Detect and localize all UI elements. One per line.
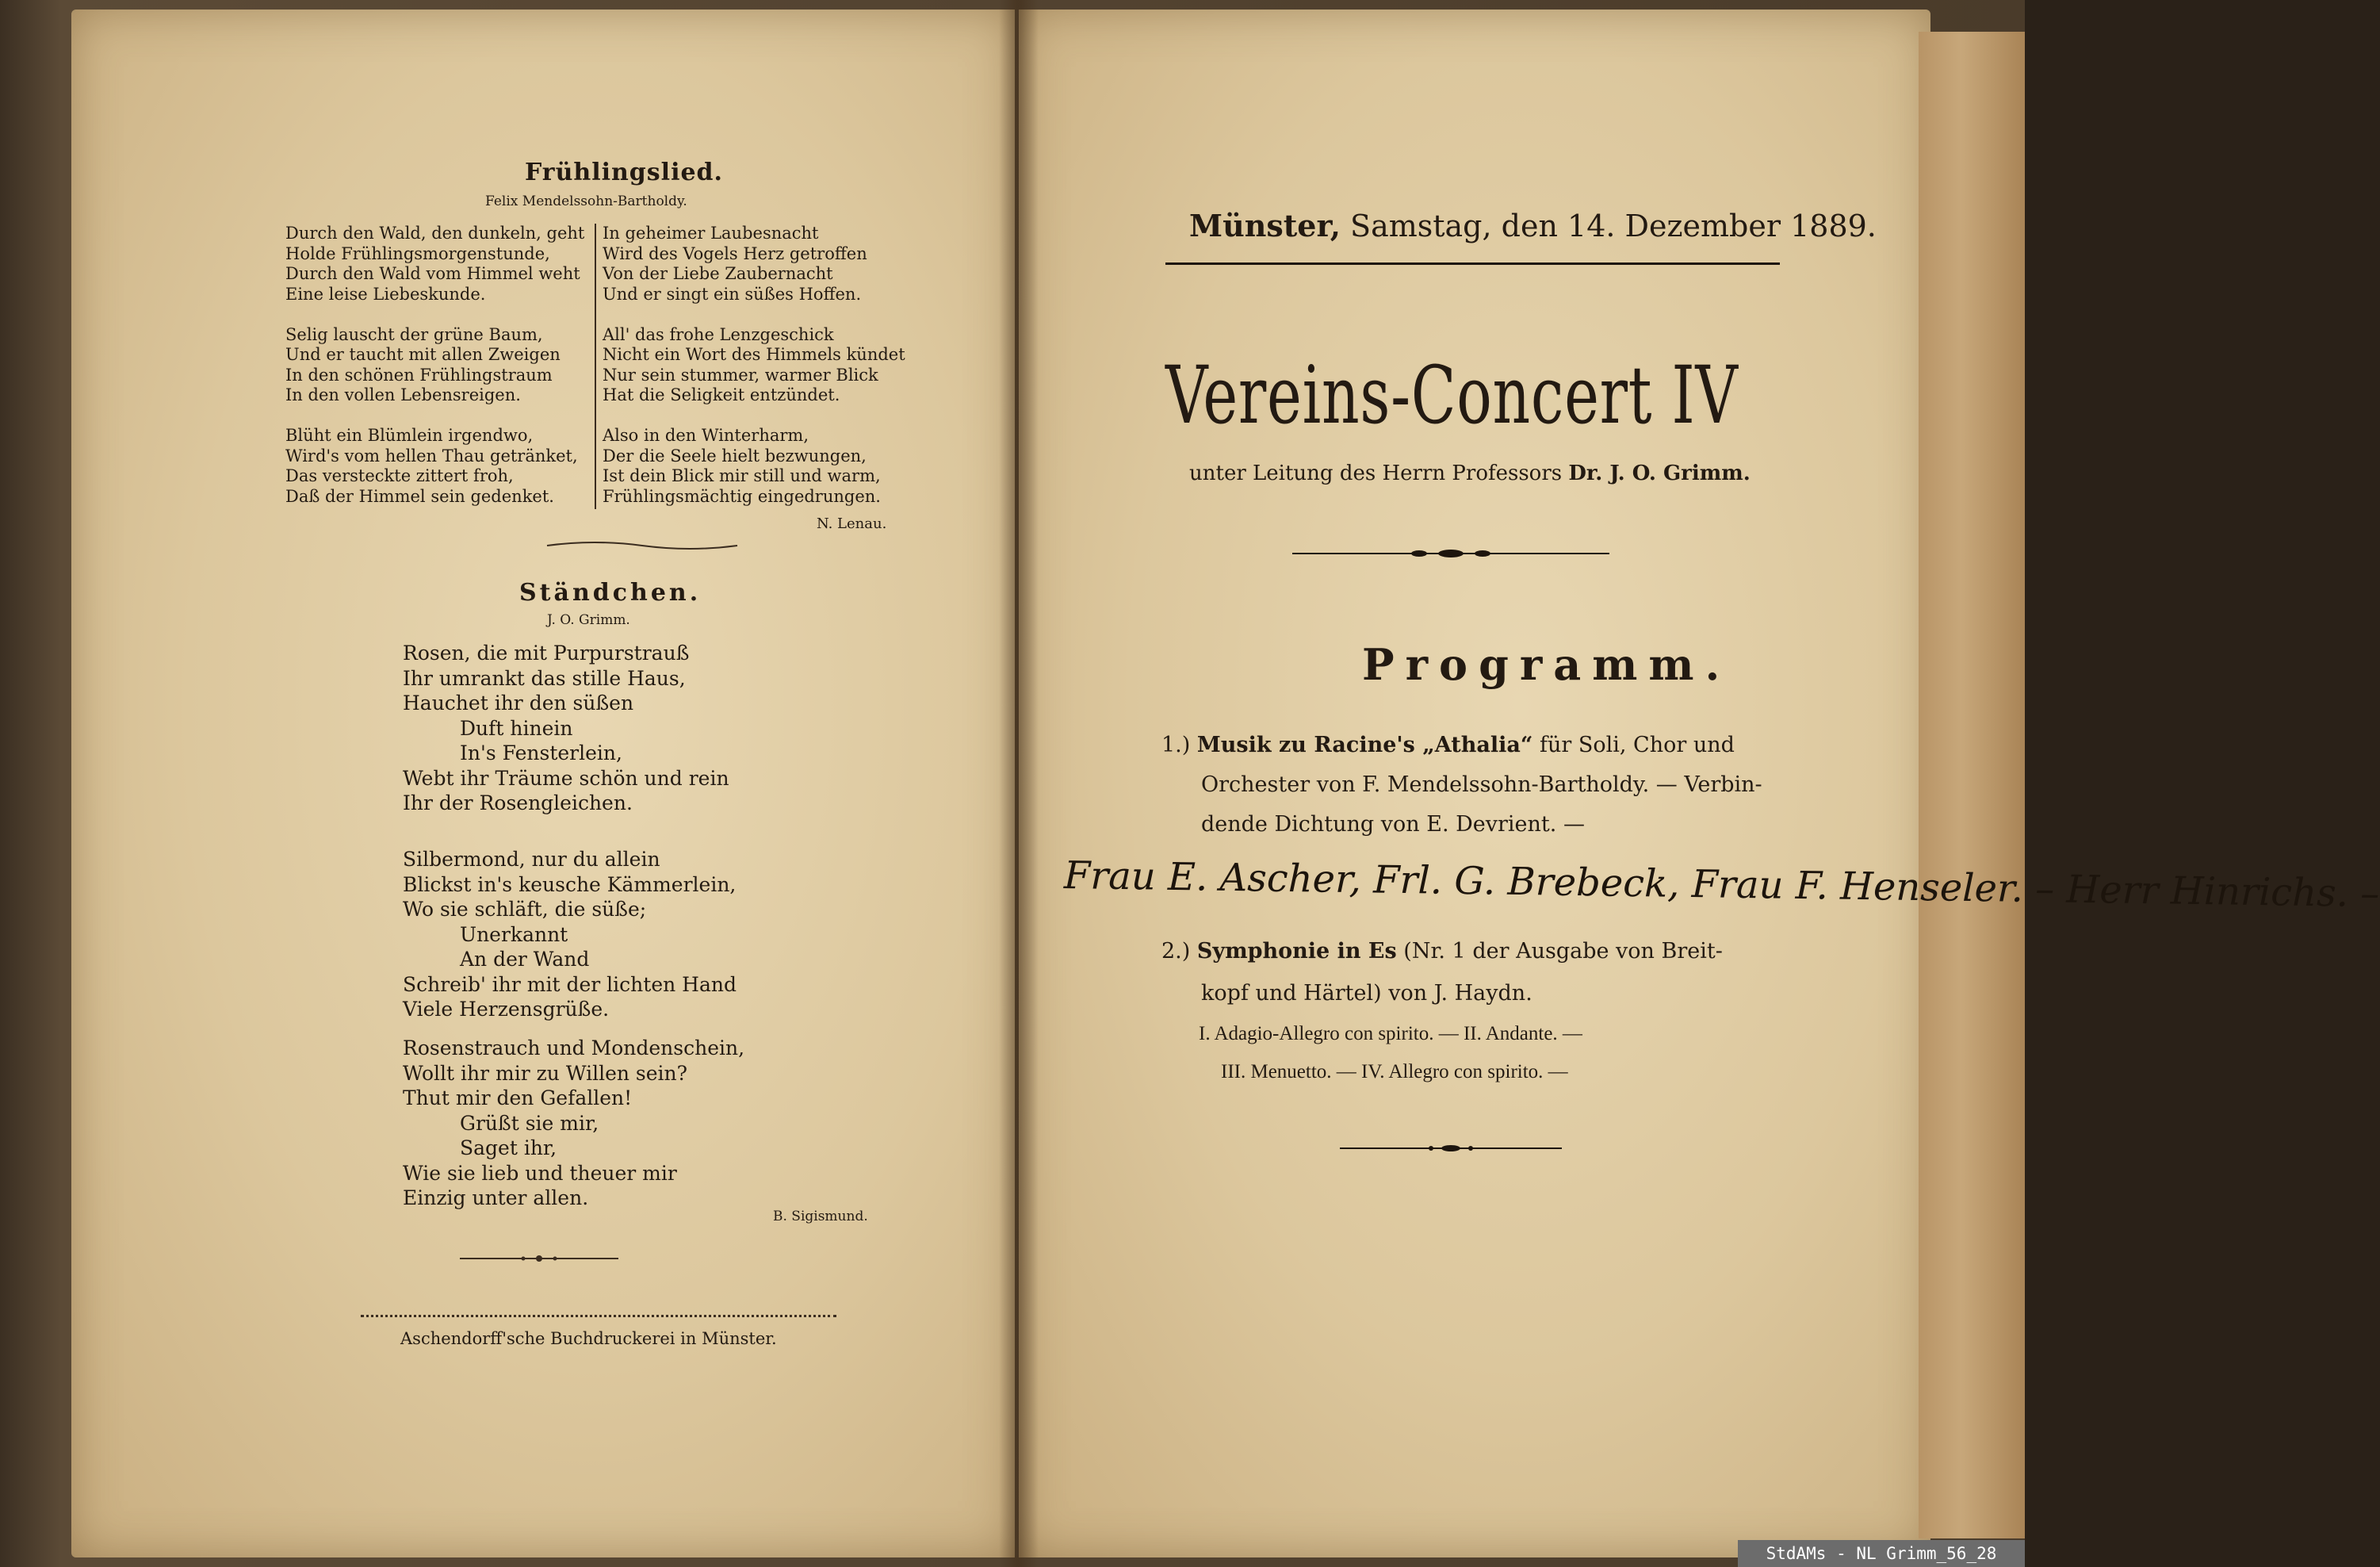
book-gutter xyxy=(999,0,1039,1567)
date-text: Samstag, den 14. Dezember 1889. xyxy=(1350,209,1877,243)
stanza-2 xyxy=(403,847,737,1022)
verse-line xyxy=(603,305,905,325)
poem-column-right xyxy=(603,224,905,507)
verse-line: Durch den Wald vom Himmel weht xyxy=(285,264,580,283)
item-1-number: 1.) xyxy=(1161,733,1191,757)
verse-line: Das versteckte zittert froh, xyxy=(285,466,514,485)
ornament-divider-2 xyxy=(460,1253,618,1264)
poem-poet: N. Lenau. xyxy=(817,515,887,532)
ornament-divider xyxy=(547,539,737,552)
item-2-number: 2.) xyxy=(1161,939,1191,964)
verse-line: Schreib' ihr mit der lichten Hand xyxy=(403,972,737,996)
verse-line: In geheimer Laubesnacht xyxy=(603,224,819,243)
poem-column-left xyxy=(285,224,584,507)
subtitle-text: unter Leitung des Herrn Professors xyxy=(1189,462,1563,485)
item-1-title: Musik zu Racine's „Athalia“ xyxy=(1196,733,1533,757)
poem-composer-2: J. O. Grimm. xyxy=(547,612,630,628)
verse-line: Blickst in's keusche Kämmerlein, xyxy=(403,872,737,896)
verse-line: Frühlingsmächtig eingedrungen. xyxy=(603,486,881,506)
verse-line: Nur sein stummer, warmer Blick xyxy=(603,365,878,385)
verse-line: Daß der Himmel sein gedenket. xyxy=(285,486,554,506)
verse-line: Wird's vom hellen Thau getränket, xyxy=(285,446,578,466)
verse-line: Von der Liebe Zaubernacht xyxy=(603,264,833,283)
movements-line-1: I. Adagio-Allegro con spirito. — II. Andante. — xyxy=(1199,1023,1582,1044)
verse-line: Hauchet ihr den süßen xyxy=(403,692,634,715)
verse-line xyxy=(603,406,905,427)
verse-line: Wollt ihr mir zu Willen sein? xyxy=(403,1061,688,1085)
verse-line: Duft hinein xyxy=(460,716,573,740)
handwritten-soloists: Frau E. Ascher, Frl. G. Brebeck, Frau F. Henseler. – Herr Hinrichs. – xyxy=(1063,853,2380,917)
verse-line: Ihr der Rosengleichen. xyxy=(403,791,633,814)
conductor-name: Dr. J. O. Grimm. xyxy=(1568,462,1751,485)
verse-line: In den vollen Lebensreigen. xyxy=(285,385,521,404)
poem-composer: Felix Mendelssohn-Bartholdy. xyxy=(485,193,687,209)
verse-line: Der die Seele hielt bezwungen, xyxy=(603,446,867,466)
verse-line: Ist dein Blick mir still und warm, xyxy=(603,466,881,485)
cover-edge xyxy=(1919,32,2025,1538)
verse-line: Selig lauscht der grüne Baum, xyxy=(285,324,543,344)
verse-line: Wird des Vogels Herz getroffen xyxy=(603,243,867,263)
verse-line: Durch den Wald, den dunkeln, geht xyxy=(285,224,585,243)
verse-line: Webt ihr Träume schön und rein xyxy=(403,766,729,790)
item-1-line-2: Orchester von F. Mendelssohn-Bartholdy. — Verbin- xyxy=(1201,772,1762,797)
item-2-title: Symphonie in Es xyxy=(1196,939,1397,964)
verse-line: Rosen, die mit Purpurstrauß xyxy=(403,642,690,665)
verse-line: Und er singt ein süßes Hoffen. xyxy=(603,284,862,304)
verse-line: An der Wand xyxy=(460,948,590,971)
verse-line: Grüßt sie mir, xyxy=(460,1111,599,1135)
ornament-divider-3 xyxy=(1292,546,1609,561)
ornament-divider-4 xyxy=(1340,1142,1562,1155)
verse-line: Einzig unter allen. xyxy=(403,1186,589,1209)
item-1-line-3: dende Dichtung von E. Devrient. — xyxy=(1201,812,1585,837)
verse-line xyxy=(285,406,584,427)
column-divider xyxy=(595,224,596,509)
verse-line: Saget ihr, xyxy=(460,1136,557,1159)
printer-line: Aschendorff'sche Buchdruckerei in Münster. xyxy=(400,1329,777,1348)
verse-line: Eine leise Liebeskunde. xyxy=(285,284,486,304)
programm-heading: Programm. xyxy=(1362,639,1731,690)
verse-line: Unerkannt xyxy=(460,922,568,946)
verse-line: All' das frohe Lenzgeschick xyxy=(603,324,834,344)
stanza-1 xyxy=(403,641,729,816)
verse-line: Rosenstrauch und Mondenschein, xyxy=(403,1036,745,1059)
date-line xyxy=(1189,208,1877,243)
verse-line: In's Fensterlein, xyxy=(460,741,622,764)
verse-line xyxy=(285,305,584,325)
verse-line: Wie sie lieb und theuer mir xyxy=(403,1161,677,1185)
verse-line: Blüht ein Blümlein irgendwo, xyxy=(285,426,534,445)
verse-line: Hat die Seligkeit entzündet. xyxy=(603,385,840,404)
verse-line: Silbermond, nur du allein xyxy=(403,848,660,871)
item-1-line-1 xyxy=(1161,726,1735,765)
stanza-3 xyxy=(403,1036,744,1211)
item-2-line-2: kopf und Härtel) von J. Haydn. xyxy=(1201,981,1532,1006)
verse-line: Wo sie schläft, die süße; xyxy=(403,898,647,921)
verse-line: Thut mir den Gefallen! xyxy=(403,1086,633,1109)
item-1-rest: für Soli, Chor und xyxy=(1540,733,1735,757)
header-rule xyxy=(1165,262,1780,265)
archive-stamp: StdAMs - NL Grimm_56_28 xyxy=(1738,1540,2025,1567)
item-2-rest: (Nr. 1 der Ausgabe von Breit- xyxy=(1403,939,1723,964)
item-2-line-1 xyxy=(1161,932,1723,971)
subtitle xyxy=(1189,462,1751,485)
verse-line: Nicht ein Wort des Himmels kündet xyxy=(603,345,905,364)
date-city: Münster, xyxy=(1189,208,1341,243)
verse-line: Viele Herzensgrüße. xyxy=(403,998,610,1021)
poem-title-2: Ständchen. xyxy=(519,579,702,607)
verse-line: Und er taucht mit allen Zweigen xyxy=(285,345,561,364)
verse-line: Holde Frühlingsmorgenstunde, xyxy=(285,243,550,263)
movements-line-2: III. Menuetto. — IV. Allegro con spirito. — xyxy=(1221,1061,1568,1082)
verse-line: Ihr umrankt das stille Haus, xyxy=(403,666,686,690)
footer-rule xyxy=(361,1315,836,1317)
verse-line: In den schönen Frühlingstraum xyxy=(285,365,553,385)
poem-title: Frühlingslied. xyxy=(525,159,723,186)
poem-poet-2: B. Sigismund. xyxy=(773,1209,868,1224)
verse-line: Also in den Winterharm, xyxy=(603,426,809,445)
concert-title: Vereins-Concert IV xyxy=(1165,349,1739,442)
